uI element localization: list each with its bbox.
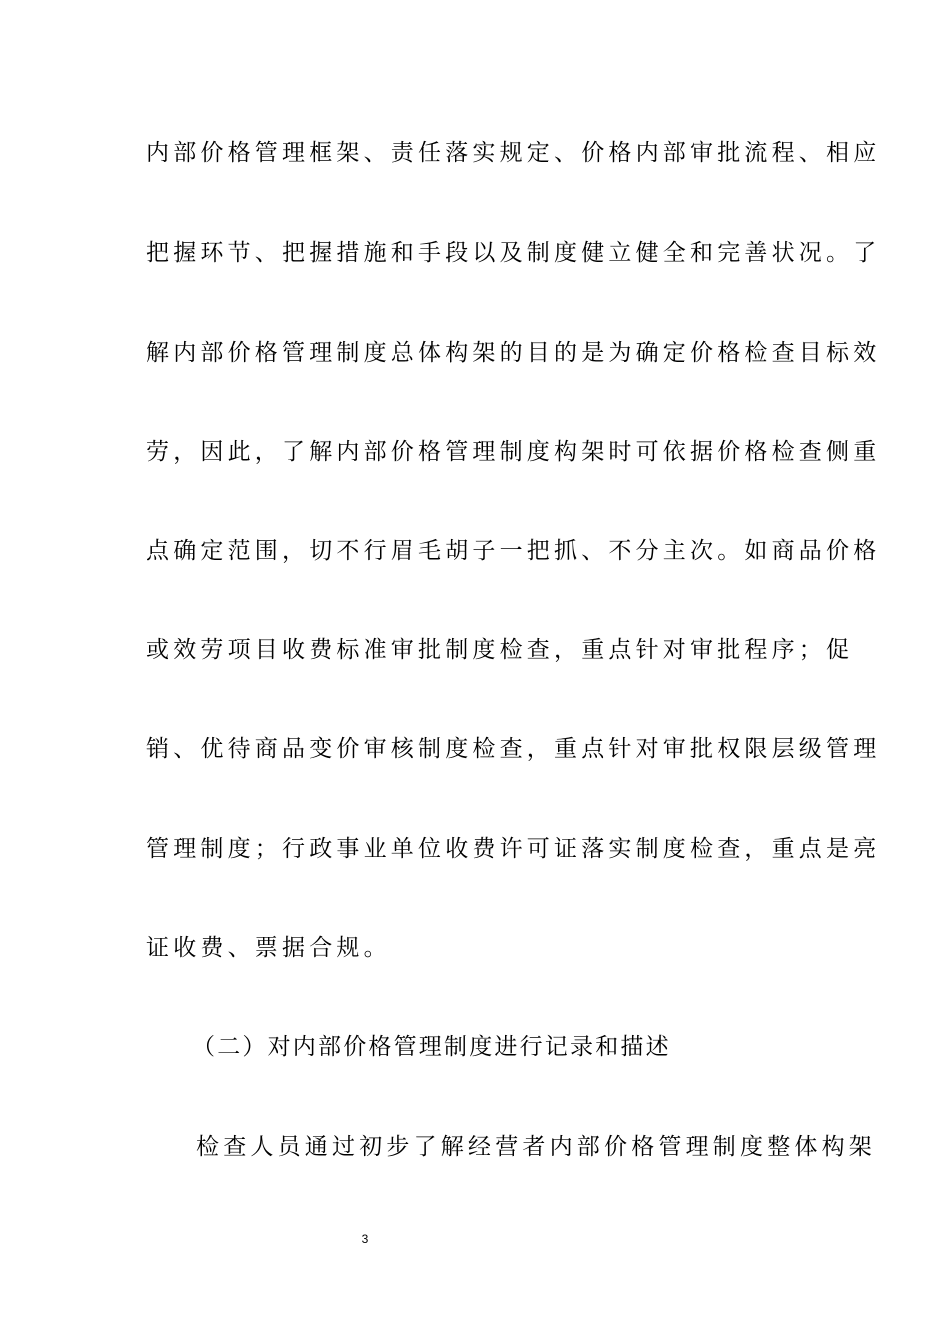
section-heading: （二）对内部价格管理制度进行记录和描述 — [192, 1034, 671, 1060]
body-text-line: 管理制度；行政事业单位收费许可证落实制度检查，重点是亮 — [146, 836, 881, 862]
body-text-line: 证收费、票据合规。 — [146, 935, 391, 961]
page-number: 3 — [361, 1232, 369, 1246]
body-text-line: 劳，因此，了解内部价格管理制度构架时可依据价格检查侧重 — [146, 439, 881, 465]
body-text-line: 解内部价格管理制度总体构架的目的是为确定价格检查目标效 — [146, 340, 881, 366]
body-text-line: 点确定范围，切不行眉毛胡子一把抓、不分主次。如商品价格 — [146, 538, 881, 564]
body-text-line: 检查人员通过初步了解经营者内部价格管理制度整体构架 — [196, 1134, 876, 1160]
body-text-line: 或效劳项目收费标准审批制度检查，重点针对审批程序；促 — [146, 637, 854, 663]
body-text-line: 销、优待商品变价审核制度检查，重点针对审批权限层级管理 — [146, 736, 881, 762]
body-text-line: 把握环节、把握措施和手段以及制度健立健全和完善状况。了 — [146, 240, 881, 266]
body-text-line: 内部价格管理框架、责任落实规定、价格内部审批流程、相应 — [146, 140, 881, 166]
